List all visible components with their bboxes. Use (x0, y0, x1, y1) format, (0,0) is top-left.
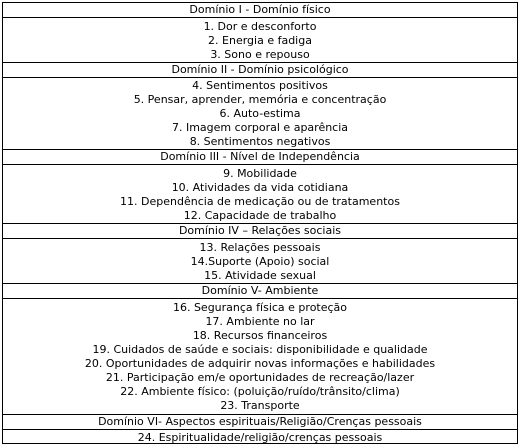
facet-item: 20. Oportunidades de adquirir novas informações e habilidades (84, 357, 436, 370)
facet-item: 21. Participação em/e oportunidades de recreação/lazer (105, 371, 415, 384)
domains-table (2, 2, 518, 444)
facet-item: 1. Dor e desconforto (203, 19, 317, 33)
facet-list (3, 165, 517, 224)
domain-header (3, 3, 517, 18)
domain-header-text: Domínio II - Domínio psicológico (171, 63, 349, 76)
facet-item: 10. Atividades da vida cotidiana (171, 180, 349, 194)
facet-item: 9. Mobilidade (223, 166, 297, 180)
facet-item: 2. Energia e fadiga (208, 33, 312, 47)
facet-item: 12. Capacidade de trabalho (183, 208, 337, 222)
domain-header (3, 63, 517, 78)
facet-item: 13. Relações pessoais (199, 240, 321, 254)
facet-item: 17. Ambiente no lar (205, 315, 315, 328)
facet-item: 14.Suporte (Apoio) social (190, 254, 330, 268)
domain-header-text: Domínio IV – Relações sociais (178, 224, 342, 237)
facet-item: 8. Sentimentos negativos (189, 135, 331, 148)
domain-header (3, 224, 517, 239)
facet-list (3, 18, 517, 63)
facet-item: 23. Transporte (220, 399, 300, 412)
facet-item: 3. Sono e repouso (210, 47, 310, 61)
facet-item: 15. Atividade sexual (204, 268, 316, 282)
facet-list (3, 78, 517, 150)
facet-item: 7. Imagem corporal e aparência (171, 121, 349, 134)
facet-item: 11. Dependência de medicação ou de tratamentos (120, 194, 400, 208)
domain-header-text: Domínio VI- Aspectos espirituais/Religião/Crenças pessoais (98, 415, 422, 428)
facet-item: 19. Cuidados de saúde e sociais: disponibilidade e qualidade (92, 343, 428, 356)
facet-item: 24. Espiritualidade/religião/crenças pessoais (137, 430, 383, 444)
facet-item: 5. Pensar, aprender, memória e concentração (133, 93, 387, 106)
domain-header (3, 150, 517, 165)
facet-list (3, 299, 517, 415)
domain-header (3, 284, 517, 299)
facet-list (3, 430, 517, 444)
domain-header-text: Domínio V- Ambiente (201, 284, 319, 297)
facet-item: 6. Auto-estima (219, 107, 301, 120)
facet-list (3, 239, 517, 284)
domain-header-text: Domínio I - Domínio físico (189, 3, 331, 16)
facet-item: 22. Ambiente físico: (poluição/ruído/trânsito/clima) (120, 385, 400, 398)
domain-header-text: Domínio III - Nível de Independência (160, 150, 360, 163)
facet-item: 4. Sentimentos positivos (192, 79, 328, 92)
facet-item: 18. Recursos financeiros (192, 329, 328, 342)
facet-item: 16. Segurança física e proteção (172, 301, 348, 314)
domain-header (3, 415, 517, 430)
